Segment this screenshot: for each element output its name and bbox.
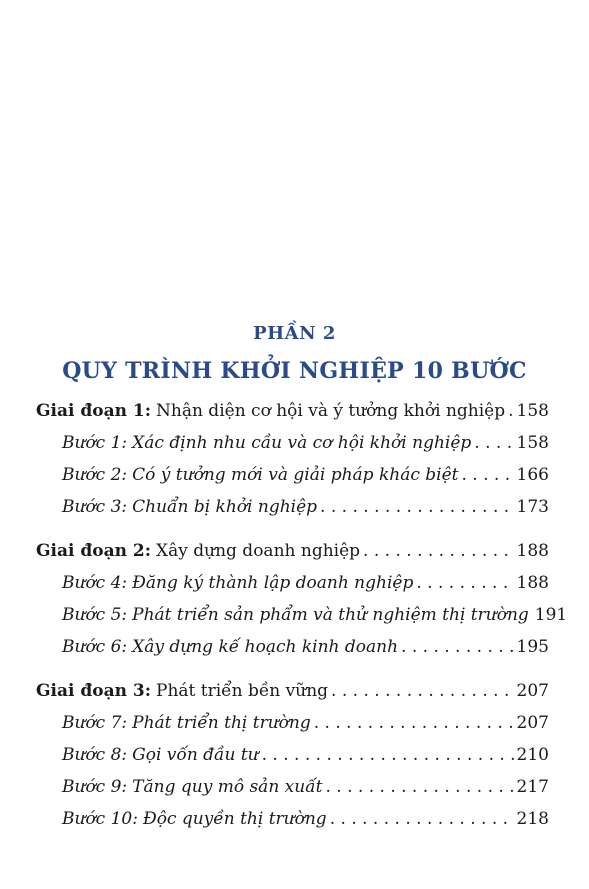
toc-entry-prefix: Giai đoạn 1: xyxy=(36,401,151,421)
toc-entry-title: Độc quyền thị trường xyxy=(142,809,327,829)
toc-entry xyxy=(62,462,549,488)
toc-entry xyxy=(62,710,549,736)
toc-entry-page: 166 xyxy=(516,465,549,485)
toc-entry-page: 188 xyxy=(516,541,549,561)
toc-entry-title: Đăng ký thành lập doanh nghiệp xyxy=(132,573,414,593)
toc-entry-title: Nhận diện cơ hội và ý tưởng khởi nghiệp xyxy=(156,401,506,421)
toc-entry-page: 218 xyxy=(516,809,549,829)
toc-dot-leader xyxy=(461,462,513,488)
toc-dot-leader xyxy=(331,678,514,704)
toc-dot-leader xyxy=(314,710,514,736)
toc-dot-leader xyxy=(325,774,513,800)
toc-entry-title: Xây dựng kế hoạch kinh doanh xyxy=(132,637,399,657)
toc-entry xyxy=(36,398,549,424)
toc-entry xyxy=(62,634,549,660)
toc-entry-prefix: Bước 1: xyxy=(62,433,128,453)
toc-dot-leader xyxy=(330,806,514,832)
toc-dot-leader xyxy=(474,430,513,456)
toc-entry-title: Chuẩn bị khởi nghiệp xyxy=(132,497,318,517)
toc-entry-page: 188 xyxy=(516,573,549,593)
toc-entry-page: 195 xyxy=(516,637,549,657)
toc-entry-page: 217 xyxy=(516,777,549,797)
toc-dot-leader xyxy=(508,398,513,424)
toc-entry-page: 207 xyxy=(516,681,549,701)
toc-entry-prefix: Bước 5: xyxy=(62,605,128,625)
toc-entry-title: Gọi vốn đầu tư xyxy=(132,745,259,765)
toc-dot-leader xyxy=(320,494,514,520)
toc-entry-prefix: Giai đoạn 2: xyxy=(36,541,151,561)
toc-entry xyxy=(62,430,549,456)
toc-entry-page: 210 xyxy=(516,745,549,765)
toc-entry-prefix: Bước 4: xyxy=(62,573,128,593)
toc-entry-title: Phát triển thị trường xyxy=(132,713,311,733)
toc-dot-leader xyxy=(262,742,514,768)
toc-entry-page: 158 xyxy=(516,433,549,453)
toc-entry-title: Có ý tưởng mới và giải pháp khác biệt xyxy=(132,465,459,485)
part-label: PHẦN 2 xyxy=(253,323,336,344)
toc-entry-title: Xác định nhu cầu và cơ hội khởi nghiệp xyxy=(132,433,472,453)
toc-entry-prefix: Bước 6: xyxy=(62,637,128,657)
toc-entry-prefix: Bước 3: xyxy=(62,497,128,517)
toc-entry-title: Phát triển sản phẩm và thử nghiệm thị trường xyxy=(132,605,529,625)
toc-entry-title: Tăng quy mô sản xuất xyxy=(132,777,323,797)
toc-entry-page: 207 xyxy=(516,713,549,733)
toc-dot-leader xyxy=(416,570,513,596)
toc-entry-prefix: Bước 8: xyxy=(62,745,128,765)
toc-entry-prefix: Bước 7: xyxy=(62,713,128,733)
toc-entry xyxy=(62,774,549,800)
toc-entry-page: 173 xyxy=(516,497,549,517)
toc-entry xyxy=(62,494,549,520)
toc-entry-prefix: Giai đoạn 3: xyxy=(36,681,151,701)
part-title: QUY TRÌNH KHỞI NGHIỆP 10 BƯỚC xyxy=(62,358,527,384)
toc-entry-title: Xây dựng doanh nghiệp xyxy=(156,541,361,561)
toc-dot-leader xyxy=(401,634,514,660)
toc-dot-leader xyxy=(363,538,514,564)
toc-entry-prefix: Bước 2: xyxy=(62,465,128,485)
toc-entry xyxy=(62,570,549,596)
toc-entry-page: 191 xyxy=(534,605,568,625)
toc-entry xyxy=(36,538,549,564)
toc-entry xyxy=(62,742,549,768)
toc-entry-title: Phát triển bền vững xyxy=(156,681,329,701)
toc-entry-prefix: Bước 9: xyxy=(62,777,128,797)
toc-entry xyxy=(62,806,549,832)
toc-entry xyxy=(36,678,549,704)
toc-entry-prefix: Bước 10: xyxy=(62,809,138,829)
toc-entry-page: 158 xyxy=(516,401,549,421)
toc-entry xyxy=(62,602,568,628)
